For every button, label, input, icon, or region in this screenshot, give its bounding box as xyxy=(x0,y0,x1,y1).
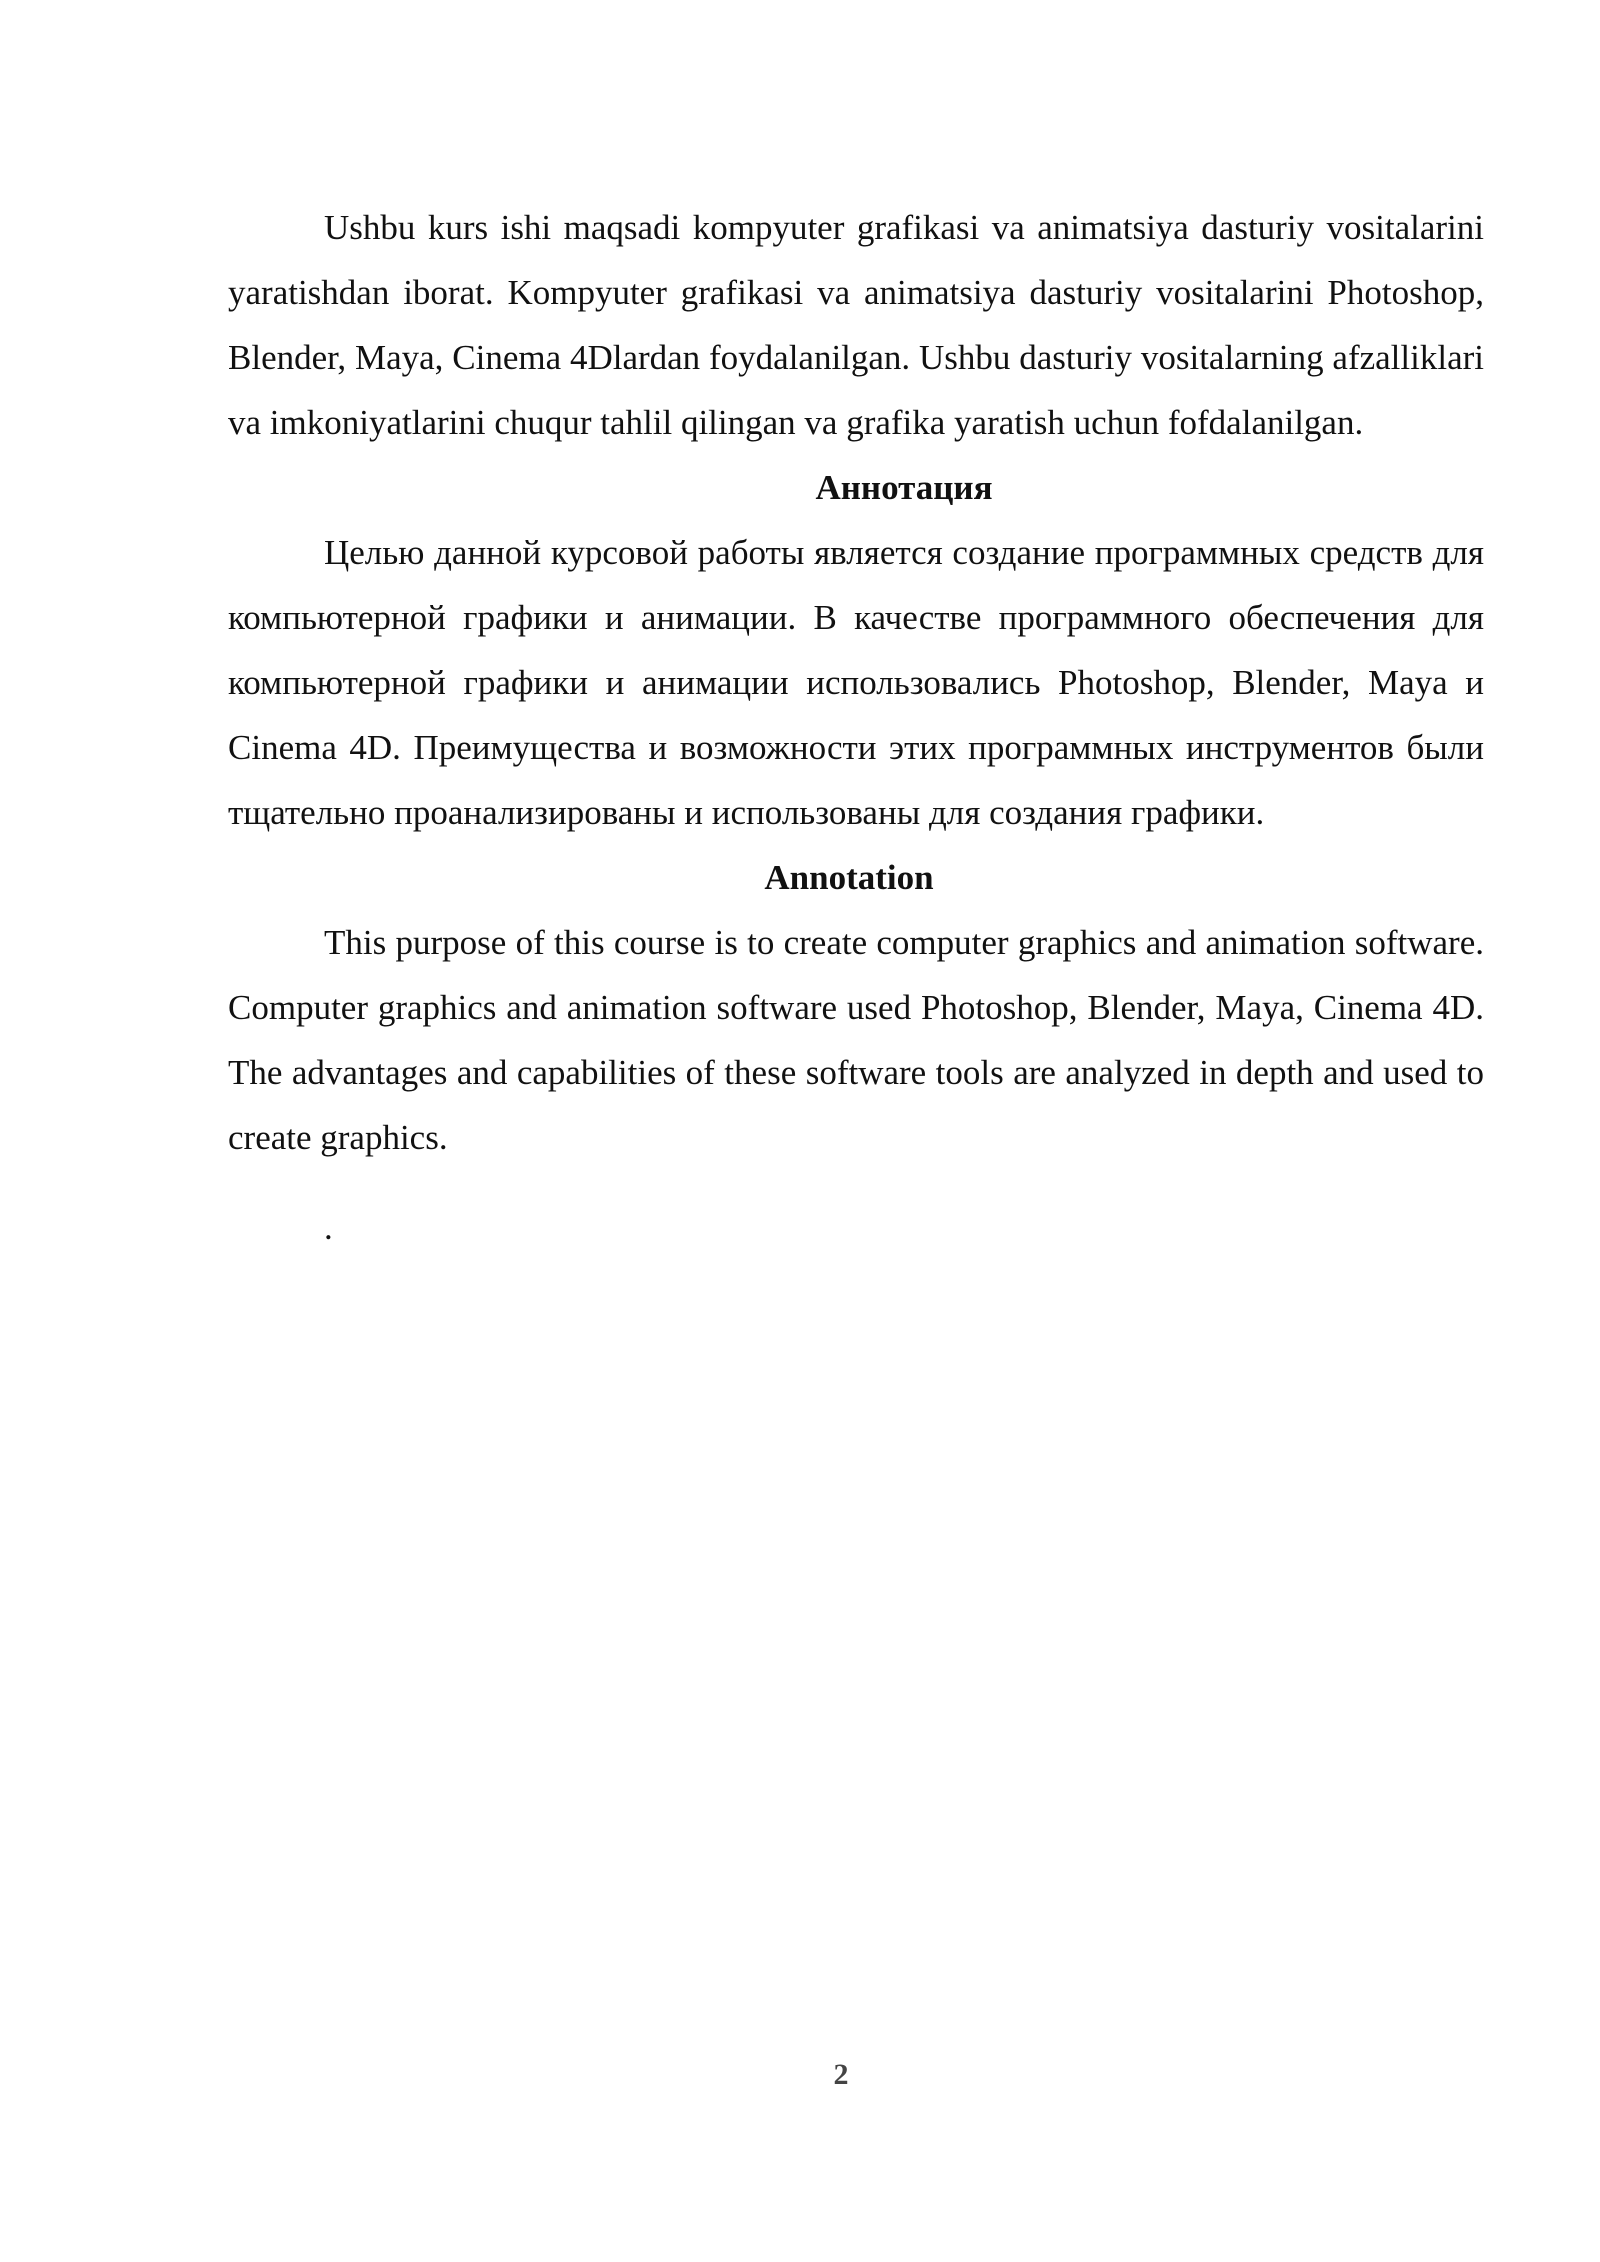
page-content xyxy=(228,195,1484,1260)
annotation-en-paragraph: This purpose of this course is to create computer graphics and animation software. Computer graphics and animation software used Photoshop, Blender, Maya, Cinema 4D. The advantages and capabilities of these software tools are analyzed in depth and used to create graphics. xyxy=(228,923,1484,1157)
annotation-ru-heading: Аннотация xyxy=(815,468,993,507)
page-number: 2 xyxy=(833,2058,849,2091)
trailing-period: . xyxy=(324,1208,333,1247)
abstract-uz-paragraph: Ushbu kurs ishi maqsadi kompyuter grafikasi va animatsiya dasturiy vositalarini yaratishdan iborat. Kompyuter grafikasi va animatsiya dasturiy vositalarini Photoshop, Blender, Maya, Cinema 4Dlardan foydalanilgan. Ushbu dasturiy vositalarning afzalliklari va imkoniyatlarini chuqur tahlil qilingan va grafika yaratish uchun fofdalanilgan. xyxy=(228,208,1484,442)
annotation-ru-paragraph: Целью данной курсовой работы является создание программных средств для компьютерной графики и анимации. В качестве программного обеспечения для компьютерной графики и анимации использовались Photoshop, Blender, Maya и Cinema 4D. Преимущества и возможности этих программных инструментов были тщательно проанализированы и использованы для создания графики. xyxy=(228,533,1484,832)
annotation-en-heading: Annotation xyxy=(764,858,934,897)
